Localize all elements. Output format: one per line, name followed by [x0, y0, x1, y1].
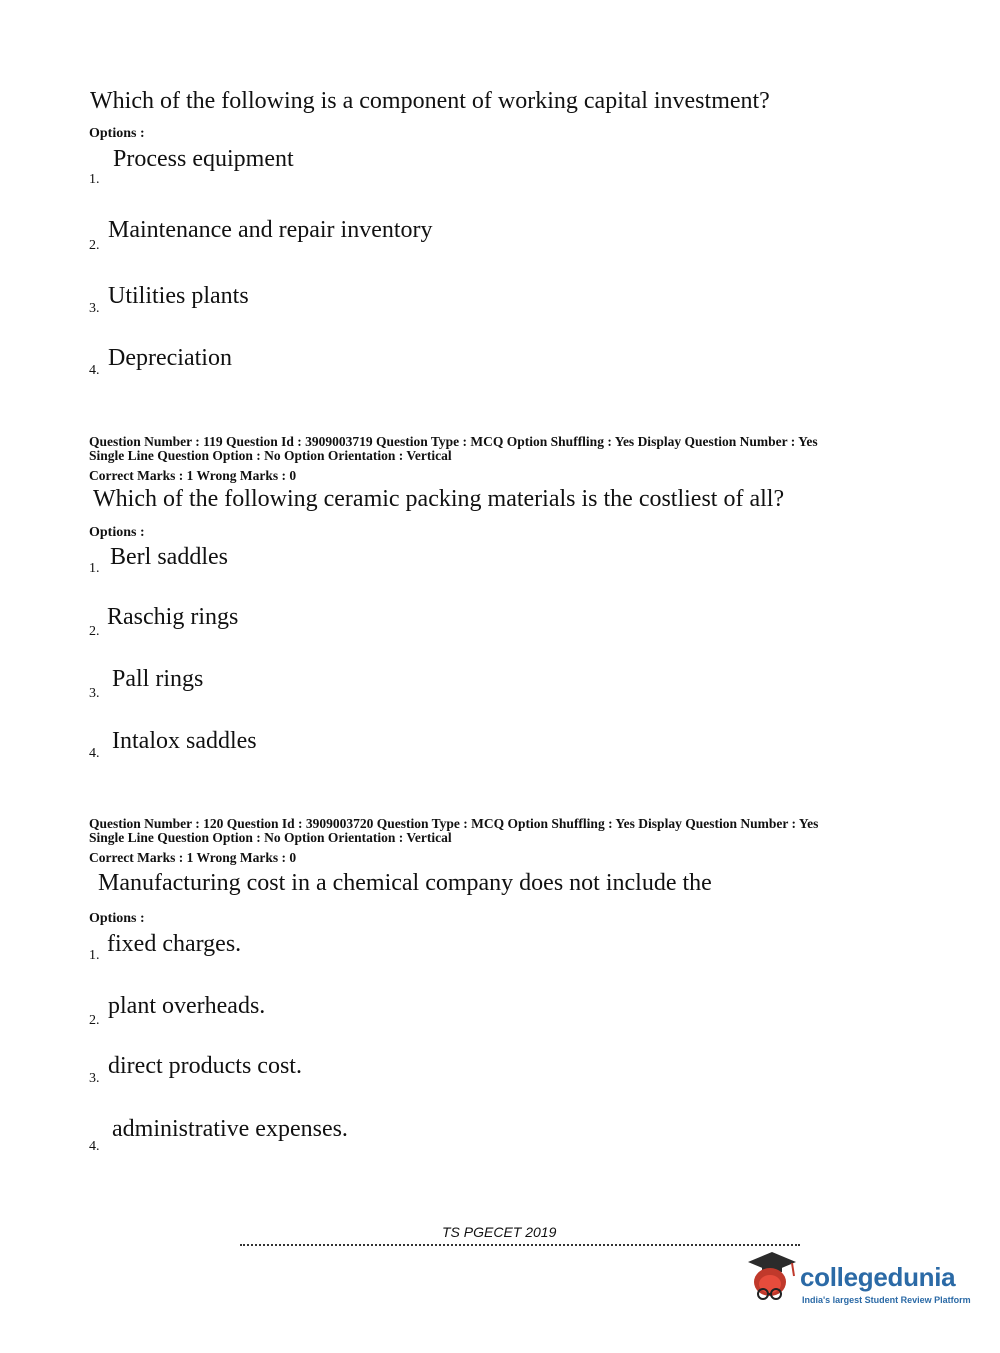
- option-number: 4.: [89, 1139, 100, 1154]
- option-text: Raschig rings: [107, 604, 239, 630]
- option-text: administrative expenses.: [112, 1116, 348, 1142]
- option-text: Berl saddles: [110, 544, 228, 570]
- question-text: Which of the following is a component of working capital investment?: [90, 88, 770, 114]
- question-meta-line: Single Line Question Option : No Option Orientation : Vertical: [89, 830, 452, 845]
- option-number: 4.: [89, 746, 100, 761]
- question-text: Which of the following ceramic packing materials is the costliest of all?: [93, 486, 785, 512]
- option-text: Maintenance and repair inventory: [108, 217, 433, 243]
- option-number: 2.: [89, 1013, 100, 1028]
- graduate-mascot-icon: [740, 1248, 800, 1308]
- collegedunia-logo: [740, 1248, 971, 1308]
- question-meta-line: Question Number : 119 Question Id : 3909003719 Question Type : MCQ Option Shuffling : Yes Display Question Number : Yes: [89, 434, 818, 449]
- option-text: Depreciation: [108, 345, 232, 371]
- options-label: Options :: [89, 525, 145, 540]
- option-text: direct products cost.: [108, 1053, 302, 1079]
- option-text: Pall rings: [112, 666, 204, 692]
- option-number: 1.: [89, 172, 100, 187]
- option-text: fixed charges.: [107, 931, 242, 957]
- question-meta-line: Question Number : 120 Question Id : 3909003720 Question Type : MCQ Option Shuffling : Yes Display Question Number : Yes: [89, 816, 819, 831]
- option-text: Intalox saddles: [112, 728, 257, 754]
- exam-name-footer: TS PGECET 2019: [442, 1224, 557, 1240]
- option-number: 4.: [89, 363, 100, 378]
- option-number: 2.: [89, 238, 100, 253]
- option-number: 2.: [89, 624, 100, 639]
- option-number: 1.: [89, 948, 100, 963]
- logo-tagline: India's largest Student Review Platform: [802, 1295, 971, 1305]
- options-label: Options :: [89, 126, 145, 141]
- option-number: 3.: [89, 301, 100, 316]
- option-number: 3.: [89, 1071, 100, 1086]
- option-text: Process equipment: [113, 146, 294, 172]
- marks-line: Correct Marks : 1 Wrong Marks : 0: [89, 850, 297, 865]
- options-label: Options :: [89, 911, 145, 926]
- option-number: 1.: [89, 561, 100, 576]
- logo-name: collegedunia: [800, 1262, 956, 1292]
- dotted-divider: [240, 1244, 800, 1246]
- question-text: Manufacturing cost in a chemical company does not include the: [98, 870, 712, 896]
- option-text: Utilities plants: [108, 283, 249, 309]
- marks-line: Correct Marks : 1 Wrong Marks : 0: [89, 468, 297, 483]
- option-text: plant overheads.: [108, 993, 266, 1019]
- option-number: 3.: [89, 686, 100, 701]
- question-meta-line: Single Line Question Option : No Option Orientation : Vertical: [89, 448, 452, 463]
